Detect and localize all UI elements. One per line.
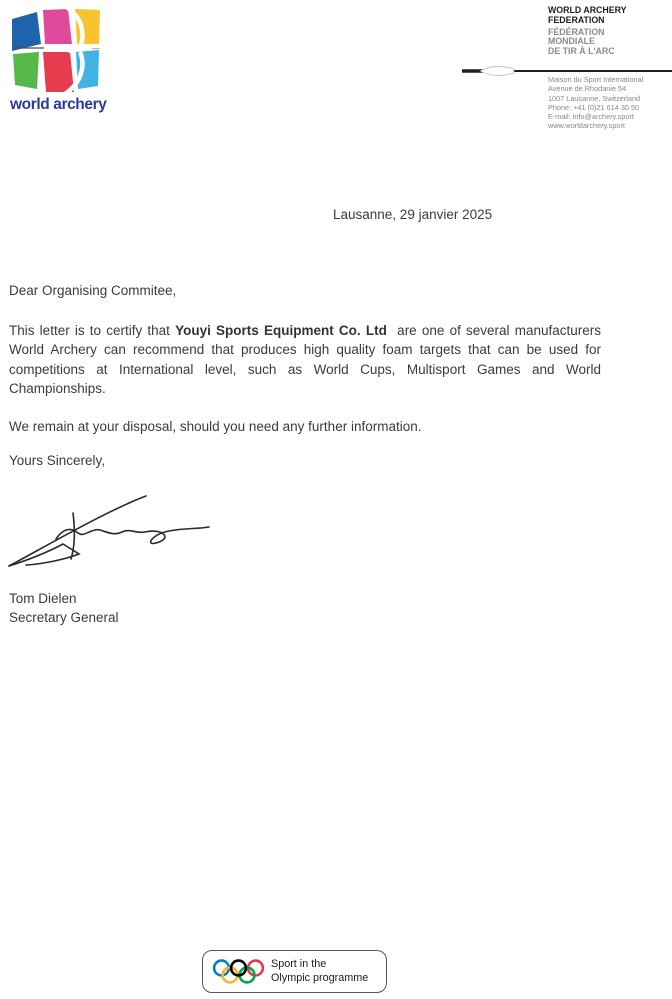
closing-line: Yours Sincerely, <box>9 453 106 468</box>
address-line: Phone: +41 (0)21 614 30 50 <box>548 102 640 112</box>
body-text-before: This letter is to certify that <box>9 323 176 338</box>
body-paragraph-1 <box>9 321 601 398</box>
salutation: Dear Organising Commitee, <box>9 283 177 298</box>
body-text-after: are one of several manufacturers World Archery can recommend that produces high quality foam targets that can be used for competitions at International level, such as World Cups, Multisport Games and World Championships. <box>9 323 601 396</box>
signer-title: Secretary General <box>9 610 119 626</box>
signature <box>6 486 214 575</box>
signature-icon <box>6 486 214 570</box>
date-line: Lausanne, 29 janvier 2025 <box>333 207 493 222</box>
olympic-rings-icon <box>212 958 264 986</box>
company-name: Youyi Sports Equipment Co. Ltd <box>175 323 387 338</box>
signer-name: Tom Dielen <box>9 591 77 606</box>
federation-name-en: WORLD ARCHERY FEDERATION <box>548 5 627 25</box>
world-archery-logo <box>10 8 110 114</box>
world-archery-logo-icon <box>10 8 102 94</box>
badge-text: Sport in the Olympic programme <box>271 958 369 984</box>
arrow-divider <box>462 64 672 76</box>
signature-block <box>9 589 119 628</box>
body-paragraph-2: We remain at your disposal, should you need any further information. <box>9 419 422 434</box>
federation-name-fr: FÉDÉRATION MONDIALE DE TIR À L'ARC <box>548 26 615 57</box>
address-line: E-mail: info@archery.sport <box>548 112 634 122</box>
address-line: www.worldarchery.sport <box>548 121 625 131</box>
olympic-programme-badge <box>202 950 387 993</box>
world-archery-wordmark: world archery <box>10 96 107 113</box>
address-line: Maison du Sport International <box>548 74 644 84</box>
address-block <box>548 75 672 131</box>
address-line: 1007 Lausanne, Switzerland <box>548 93 641 103</box>
arrow-divider-icon <box>462 65 672 77</box>
address-line: Avenue de Rhodanie 54 <box>548 84 627 94</box>
